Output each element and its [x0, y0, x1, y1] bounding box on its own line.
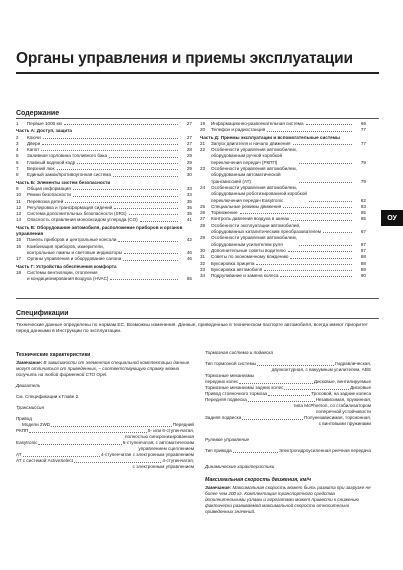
toc-part-heading: Часть Г: Устройства обеспечения комфорта: [16, 263, 117, 269]
toc-entry-title: Запуск двигателя и начало движения: [211, 140, 291, 146]
steering-label: Тип привода: [205, 448, 232, 453]
toc-entry-number: 14: [16, 217, 22, 223]
toc-entry-number: 32: [200, 260, 206, 266]
easytronic-value: 5-ступенчатая, с автоматическим: [122, 440, 194, 445]
toc-entry-title: Регулировка и трансформация сидений: [27, 204, 113, 210]
drive-models: Модели 2WD: [22, 422, 51, 427]
toc-entry-title: Буксировка прицепа: [211, 260, 255, 266]
toc-entry-page: 35: [186, 204, 192, 210]
toc-entry-number: 22: [200, 147, 206, 153]
toc-entry-page: 27: [186, 134, 192, 140]
toc-entry-number: 19: [200, 121, 206, 126]
toc-right-column: [200, 121, 366, 279]
toc-entry-number: 18: [16, 269, 22, 275]
brake-rear-label: Тормозные механизмы задних колес: [205, 385, 284, 390]
toc-entry-title: Подруливание и замена колеса: [211, 273, 279, 279]
toc-entry-title: Особенности управления автомобилем, оборудованным усилителем руля: [211, 235, 297, 247]
front-susp-value: Независимая, пружинная,: [315, 397, 371, 402]
toc-entry[interactable]: [200, 147, 366, 166]
toc-entry-page: 27: [186, 140, 192, 146]
toc-entry-number: 15: [16, 237, 22, 243]
toc-entry-title: Ремни безопасности: [27, 192, 71, 198]
toc-entry-page: 87: [360, 247, 366, 253]
contents-bottom-rule: [16, 298, 379, 299]
toc-entry-number: 13: [16, 211, 22, 217]
toc-entry-title: Общая информация: [27, 185, 71, 191]
toc-entry-title: Особенности эксплуатации автомобилей, оборудованных каталитическим преобразователем: [211, 222, 321, 235]
toc-entry-page: 35: [186, 211, 192, 217]
toc-entry-page: 69: [360, 121, 366, 126]
spec-heading: Спецификации: [16, 310, 69, 317]
toc-entry-title: Ключи: [27, 134, 41, 140]
at2-value2: с электронным управлением: [132, 464, 194, 469]
note-label: Замечание:: [16, 360, 43, 365]
toc-entry-title: Главный водяной кодр: [27, 159, 76, 165]
at2-label: АТ с системой ActiveSelect: [16, 458, 73, 463]
steering-heading: Рулевое управление: [205, 437, 250, 442]
toc-entry-page: 30: [186, 172, 192, 178]
toc-entry-page: 29: [186, 166, 192, 172]
park-brake-label: Привод стояночного тормоза: [205, 391, 267, 396]
toc-part-heading: Часть А: Доступ, защита: [16, 128, 72, 134]
engine-text: См. Спецификации к Главе 2.: [16, 394, 80, 399]
toc-entry-number: 11: [16, 198, 21, 204]
toc-entry-page: 65: [186, 276, 192, 282]
page-title: Органы управления и приемы эксплуатации: [16, 50, 353, 67]
rkpp-label: РКПП: [16, 428, 29, 433]
toc-entry-page: 87: [360, 241, 366, 247]
speed-note-text: Максимальная скорость может быть развита при загрузке не более чем 200 кг. Комплектация транспортного средства дополнительными узлами и агрегатами может привести к снижению фактически развиваемой максимальной скорости относительно приведенных значений.: [205, 485, 371, 514]
toc-entry-page: 41: [186, 217, 192, 223]
rear-susp-value2: с винтовыми пружинами: [318, 421, 371, 426]
engine-label: Двигатель: [16, 383, 41, 388]
toc-entry-title: Контроль давления воздуха в шинах: [211, 216, 290, 222]
toc-entry[interactable]: [200, 185, 366, 204]
drive-label: Привод: [16, 416, 32, 421]
rkpp-value2: полностью синхронизированная: [125, 434, 194, 439]
toc-entry-page: 27: [186, 121, 192, 126]
spec-right-column: [205, 350, 371, 515]
brake-type-value2: двухконтурная, с вакуумным усилителем, ABS: [271, 367, 371, 372]
toc-entry-number: 21: [200, 140, 206, 146]
toc-entry-number: 26: [200, 210, 206, 216]
toc-entry-title: Опасность отравления монооксидом углерода (CO): [27, 217, 138, 223]
contents-heading: Содержание: [16, 110, 60, 117]
toc-entry-title: Советы по экономичному вождению: [211, 254, 289, 260]
park-brake-value: Тросовой, на задние колеса: [311, 391, 371, 396]
steering-row: [205, 448, 371, 454]
toc-entry[interactable]: [16, 172, 192, 178]
spec-intro: Технические данные определены по нормам ЕС. Возможны изменения. Данные, приведенные в техническом паспорте автомобиля, всегда имеют приоритет перед данными в Инструкции по эксплуатации.: [16, 323, 368, 335]
toc-entry[interactable]: [16, 244, 192, 257]
speed-heading: Максимальная скорость движения, км/ч: [205, 477, 311, 483]
front-susp-label: Передняя подвеска: [205, 397, 247, 402]
toc-entry-number: 10: [16, 192, 22, 198]
note-text: В зависимости от элементов специальной комплектации данные могут отличаться от приведенных, – соответствующую справку можно получить на любой фирменной СТО Opel.: [16, 360, 190, 377]
contents-rule: [16, 118, 379, 119]
toc-entry-number: 8: [16, 172, 19, 178]
toc-entry[interactable]: [16, 121, 192, 127]
toc-entry[interactable]: [200, 273, 366, 279]
toc-entry-title: Особенности управления автомобилем, оборудованным роботизированной коробкой переключения передач Easytronic: [211, 184, 307, 203]
toc-entry-title: Буксировка автомобиля: [211, 266, 263, 272]
toc-entry-number: 12: [16, 204, 22, 210]
drive-value: Передний: [172, 422, 194, 427]
toc-entry-title: Особенности управления автомобилем, оборудованным ручной коробкой переключения передач (РКПП): [211, 147, 297, 165]
toc-entry-page: 89: [360, 266, 366, 272]
toc-entry-number: 27: [200, 216, 206, 222]
toc-part-heading: Часть Д: Приемы эксплуатации и вспомогательные системы: [200, 134, 340, 140]
toc-entry-number: 5: [16, 153, 19, 159]
transmission-label: Трансмиссия: [16, 405, 44, 410]
brake-type-value: Гидравлическая,: [335, 361, 371, 366]
toc-entry-title: Специальные режимы движения: [211, 203, 282, 209]
toc-entry[interactable]: [16, 217, 192, 223]
toc-entry-page: 77: [360, 140, 366, 146]
section-tab: ОУ: [381, 210, 403, 226]
brake-rear-value: Дисковые: [350, 385, 371, 390]
toc-entry-title: Заливная горловина топливного бака: [27, 153, 108, 159]
speed-note: [205, 485, 371, 515]
toc-entry-title: Информационно-развлекательная система: [211, 121, 304, 126]
spec-rule: [16, 318, 379, 319]
toc-part-heading: Часть Б: Элементы систем безопасности: [16, 179, 111, 185]
toc-part-heading: Часть В: Оборудование автомобиля, расположение приборов и органов управления: [16, 224, 183, 237]
toc-entry-number: 24: [200, 184, 206, 190]
toc-entry-page: 28: [186, 147, 192, 153]
toc-entry-page: 33: [186, 185, 192, 191]
toc-entry-title: Особенности управления автомобилем, оборудованным автоматической трансмиссией (АТ): [211, 166, 297, 184]
tech-heading: Технические характеристики: [16, 352, 91, 358]
spec-left-column: [16, 350, 194, 470]
toc-entry[interactable]: [200, 127, 366, 133]
toc-entry-page: 77: [360, 127, 366, 133]
toc-entry-page: 83: [360, 203, 366, 209]
toc-entry-number: 31: [200, 254, 206, 260]
brake-mech-label: Тормозные механизмы: [205, 373, 255, 378]
toc-entry-number: 9: [16, 185, 19, 191]
toc-entry-page: 46: [186, 249, 192, 255]
tech-note: [16, 360, 194, 378]
toc-entry-number: 20: [200, 127, 206, 133]
toc-entry-title: Комбинация приборов, измерители, контрольные лампы и световые индикаторы: [27, 243, 122, 255]
toc-entry-number: 23: [200, 166, 206, 172]
easytronic-label: Easytronic: [16, 440, 38, 445]
rear-susp-value: Полунезависимая, торсионная,: [304, 415, 371, 420]
toc-entry-title: Торможение: [211, 210, 238, 216]
toc-entry-number: 34: [200, 273, 206, 279]
toc-entry-title: Двери: [27, 140, 41, 146]
toc-entry-number: 2: [16, 134, 19, 140]
at-value: 4-ступенчатая с электронным управлением: [100, 452, 194, 457]
dynamics-heading: Динамические характеристики: [205, 464, 275, 469]
toc-entry-page: 79: [360, 178, 366, 184]
brake-heading: Тормозная система и подвеска: [205, 350, 274, 355]
toc-entry[interactable]: [16, 270, 192, 283]
toc-entry-page: 85: [360, 210, 366, 216]
toc-entry-number: 3: [16, 140, 19, 146]
toc-entry-page: 79: [360, 159, 366, 165]
toc-entry-page: 46: [186, 256, 192, 262]
toc-entry-title: Системы вентиляции, отопления и кондиционирования воздуха (HVAC): [27, 269, 109, 282]
toc-entry[interactable]: [200, 166, 366, 185]
toc-entry[interactable]: [200, 223, 366, 236]
toc-entry-page: 88: [360, 254, 366, 260]
toc-entry-page: 29: [186, 159, 192, 165]
toc-left-column: [16, 121, 192, 282]
easytronic-value2: управлением сцеплением: [138, 446, 194, 451]
toc-entry-number: 28: [200, 222, 206, 228]
toc-entry-number: 30: [200, 247, 206, 253]
toc-entry-title: Панель приборов и центральные консоли: [27, 237, 117, 243]
rkpp-value: 5- или 6-ступенчатая,: [147, 428, 194, 433]
toc-entry-title: Первые 1000 км: [27, 121, 62, 126]
speed-note-label: Замечание:: [205, 485, 232, 490]
at2-value: 4-ступенчатая,: [162, 458, 194, 463]
toc-entry-number: 16: [16, 243, 22, 249]
toc-entry-title: Телефон и радиостанция: [211, 127, 266, 133]
toc-entry-title: Единый замок/противоугонная система: [27, 172, 112, 178]
toc-entry-page: 29: [186, 153, 192, 159]
toc-entry-number: 17: [16, 256, 22, 262]
brake-type-label: Тип тормозной системы: [205, 361, 257, 366]
rear-susp-label: Задняя подвеска: [205, 415, 242, 420]
toc-entry-page: 35: [186, 198, 192, 204]
toc-entry-number: 29: [200, 235, 206, 241]
toc-entry-title: Капот: [27, 147, 40, 153]
toc-entry-title: Органы управления и оборудование салона: [27, 256, 122, 262]
toc-entry-page: 33: [186, 192, 192, 198]
toc-entry-page: 42: [186, 237, 192, 243]
toc-entry-page: 88: [360, 260, 366, 266]
toc-entry-number: 6: [16, 159, 19, 165]
at-label: АТ: [16, 452, 22, 457]
toc-entry-number: 33: [200, 266, 206, 272]
brake-front-value: Дисковые, вентилируемые: [313, 379, 371, 384]
toc-entry-title: Верхний люк: [27, 166, 55, 172]
toc-entry[interactable]: [16, 256, 192, 262]
toc-entry-title: Дополнительные советы водителю: [211, 247, 286, 253]
steering-value: Электрогидроусиленная реечная передача: [278, 448, 371, 453]
toc-entry-page: 90: [360, 273, 366, 279]
front-susp-value3: поперечной устойчивости: [316, 409, 371, 414]
brake-front-label: передних колес: [205, 379, 239, 384]
toc-entry[interactable]: [200, 235, 366, 248]
toc-entry-number: 25: [200, 203, 206, 209]
toc-entry-title: Перевозка детей: [27, 198, 64, 204]
toc-entry-number: 7: [16, 166, 19, 172]
toc-entry-page: 82: [360, 197, 366, 203]
toc-entry-number: 4: [16, 147, 19, 153]
front-susp-value2: типа McPherson, со стабилизатором: [293, 403, 371, 408]
toc-entry-page: 87: [360, 229, 366, 235]
toc-entry-page: 85: [360, 216, 366, 222]
title-rule: [16, 72, 379, 74]
toc-entry-title: Система дополнительных безопасности (SRS): [27, 211, 127, 217]
toc-entry-number: 1: [16, 121, 19, 126]
